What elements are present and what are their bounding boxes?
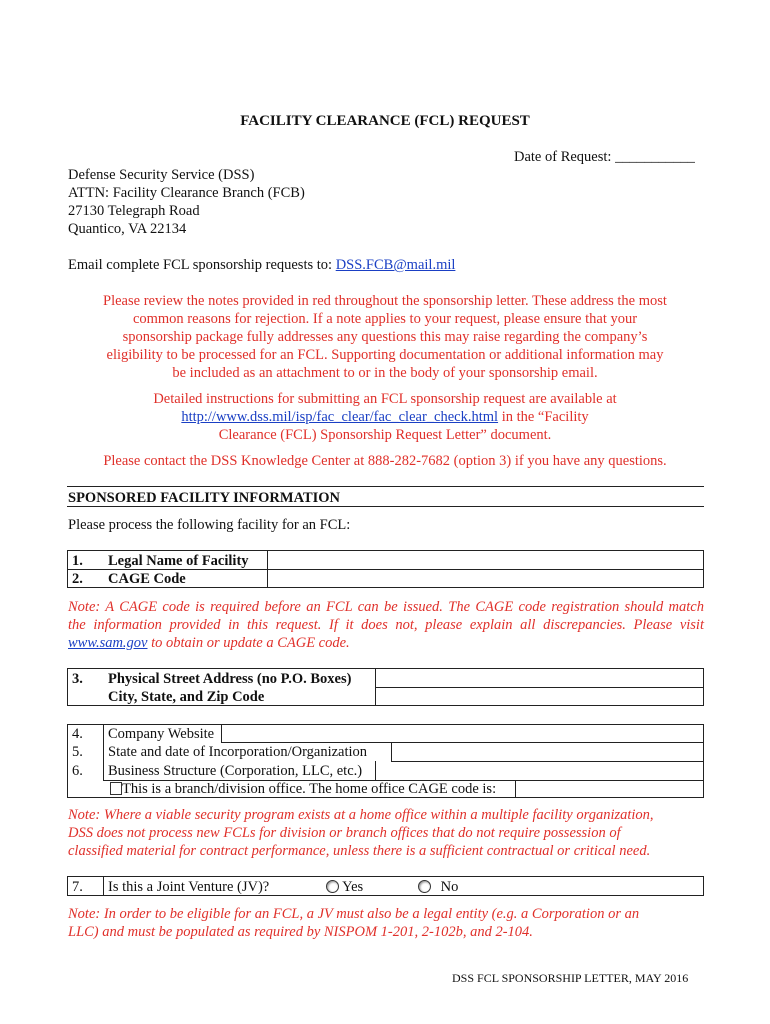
date-of-request-field[interactable]: ___________ — [615, 149, 695, 165]
notice-line: Please review the notes provided in red throughout the sponsorship letter. These address the most — [103, 293, 667, 309]
jv-yes-option[interactable] — [326, 878, 363, 896]
cage-note-line-1: Note: A CAGE code is required before an FCL can be issued. The CAGE code registration should match — [68, 599, 704, 615]
jv-note-line-1: Note: In order to be eligible for an FCL, a JV must also be a legal entity (e.g. a Corporation or an — [68, 906, 640, 922]
jv-note — [68, 905, 639, 941]
row-number: 5. — [72, 744, 83, 760]
legal-name-field[interactable] — [268, 551, 703, 569]
row-number: 6. — [72, 763, 83, 779]
branch-office-checkbox[interactable] — [110, 782, 122, 795]
cage-note-line-2: the information provided in this request. If it does not, please explain all discrepancies. Please visit — [68, 617, 704, 633]
city-state-zip-field[interactable] — [376, 688, 703, 705]
business-structure-field[interactable] — [376, 762, 703, 780]
notice-line: be included as an attachment to or in the body of your sponsorship email. — [172, 365, 598, 381]
notice-paragraph — [0, 292, 770, 382]
company-website-label: Company Website — [108, 726, 215, 742]
instructions-suffix: in the “Facility — [498, 409, 589, 425]
address-line-3: 27130 Telegraph Road — [68, 203, 200, 219]
jv-num-divider — [103, 876, 104, 896]
email-link[interactable]: DSS.FCB@mail.mil — [335, 257, 456, 273]
row-number: 2. — [72, 571, 83, 587]
company-website-field[interactable] — [222, 725, 703, 742]
row-number: 1. — [72, 553, 83, 569]
legal-name-label: Legal Name of Facility — [108, 553, 249, 569]
instructions-line-1: Detailed instructions for submitting an FCL sponsorship request are available at — [153, 391, 617, 407]
address-line-2: ATTN: Facility Clearance Branch (FCB) — [68, 185, 305, 201]
cage-note-line-3 — [68, 634, 704, 652]
address-line-4: Quantico, VA 22134 — [68, 221, 187, 237]
incorporation-label: State and date of Incorporation/Organization — [108, 744, 368, 760]
cage-note-suffix: to obtain or update a CAGE code. — [147, 635, 350, 651]
divider-top — [67, 486, 704, 487]
street-address-label: Physical Street Address (no P.O. Boxes) — [108, 671, 352, 687]
section-heading: SPONSORED FACILITY INFORMATION — [68, 490, 341, 506]
instructions-line-3: Clearance (FCL) Sponsorship Request Letter” document. — [218, 427, 552, 443]
contact-line: Please contact the DSS Knowledge Center at 888-282-7682 (option 3) if you have any questions. — [103, 453, 667, 469]
instructions-link[interactable]: http://www.dss.mil/isp/fac_clear/fac_clear_check.html — [181, 409, 499, 425]
notice-line: sponsorship package fully addresses any questions this may raise regarding the company’s — [122, 329, 648, 345]
date-of-request — [514, 148, 695, 166]
row-number: 3. — [72, 671, 83, 687]
notice-line: eligibility to be processed for an FCL. Supporting documentation or additional information may — [106, 347, 664, 363]
branch-note-line-3: classified material for contract performance, unless there is a sufficient contractual or critical need. — [68, 843, 651, 859]
branch-office-row — [110, 780, 496, 798]
jv-yes-label: Yes — [342, 879, 364, 895]
section-intro: Please process the following facility for an FCL: — [68, 517, 351, 533]
branch-note — [68, 806, 654, 860]
jv-no-label: No — [440, 879, 459, 895]
business-structure-label: Business Structure (Corporation, LLC, etc.) — [108, 763, 363, 779]
email-prefix: Email complete FCL sponsorship requests to: — [68, 257, 333, 273]
jv-note-line-2: LLC) and must be populated as required by NISPOM 1-201, 2-102b, and 2-104. — [68, 924, 533, 940]
home-office-cage-field[interactable] — [516, 781, 703, 797]
branch-note-line-1: Note: Where a viable security program exists at a home office within a multiple facility organization, — [68, 807, 654, 823]
cage-note — [68, 598, 704, 652]
incorporation-field[interactable] — [392, 743, 703, 761]
sam-gov-link[interactable]: www.sam.gov — [68, 635, 148, 651]
instructions-line-2 — [0, 408, 770, 426]
cage-code-label: CAGE Code — [108, 571, 186, 587]
row-number: 4. — [72, 726, 83, 742]
row-number: 7. — [72, 879, 83, 895]
branch-note-line-2: DSS does not process new FCLs for division or branch offices that do not require possession of — [68, 825, 621, 841]
company-table-num-divider — [103, 724, 104, 780]
jv-no-radio[interactable] — [418, 880, 431, 893]
address-line-1: Defense Security Service (DSS) — [68, 167, 255, 183]
date-of-request-label: Date of Request: — [514, 149, 612, 165]
jv-question: Is this a Joint Venture (JV)? — [108, 879, 270, 895]
page-footer: DSS FCL SPONSORSHIP LETTER, MAY 2016 — [452, 971, 689, 985]
branch-office-label: This is a branch/division office. The home office CAGE code is: — [122, 781, 497, 797]
jv-no-option[interactable] — [418, 878, 458, 896]
divider-bottom — [67, 506, 704, 507]
email-line — [68, 256, 455, 274]
city-state-zip-label: City, State, and Zip Code — [108, 689, 265, 705]
notice-line: common reasons for rejection. If a note applies to your request, please ensure that your — [132, 311, 638, 327]
jv-yes-radio[interactable] — [326, 880, 339, 893]
instructions-paragraph — [0, 390, 770, 444]
street-address-field[interactable] — [376, 669, 703, 687]
page-title: FACILITY CLEARANCE (FCL) REQUEST — [240, 113, 530, 129]
cage-code-field[interactable] — [268, 570, 703, 587]
